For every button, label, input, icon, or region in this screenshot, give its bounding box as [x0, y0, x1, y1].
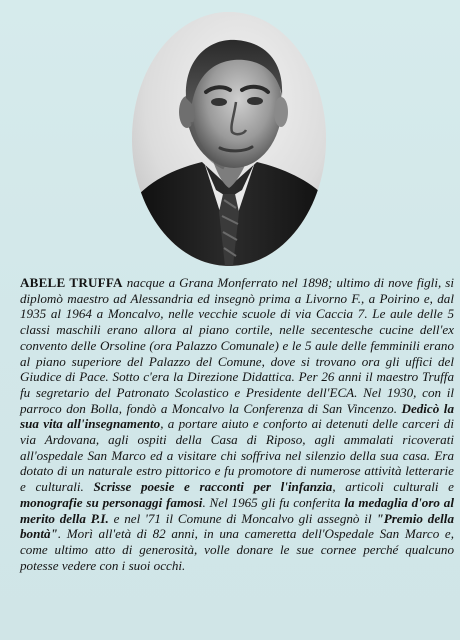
bio-highlight: Dedicò la sua vita all'insegnamento: [20, 400, 454, 432]
bio-highlight: la medaglia d'oro al merito della P.I.: [20, 494, 454, 526]
bio-highlight: monografie su personaggi famosi: [20, 494, 203, 510]
subject-name: ABELE TRUFFA: [20, 275, 123, 290]
bio-segment: nacque a Grana Monferrato nel 1898; ultimo di nove figli, si diplomò maestro ad Alessandria ed insegnò prima a Livorno F., a Poirino e, dal 1935 al 1964 a Moncalvo, nelle vecchie scuole di via Caccia 7. Le aule delle 5 classi maschili erano allora al piano cortile, nelle secentesche cucine dell'ex convento delle Orsoline (ora Palazzo Comunale) e le 5 aule delle femminili erano al piano superiore del Palazzo del Comune, dove si trovano ora gli uffici del Giudice di Pace. Sotto c'era la Direzione Didattica. Per 26 anni il maestro Truffa fu segretario del Patronato Scolastico e Presidente dell'ECA. Nel 1930, con il parroco don Bolla, fondò a Moncalvo la Conferenza di San Vincenzo.: [20, 275, 454, 416]
portrait-photo: [132, 12, 326, 266]
bio-highlight: Scrisse poesie e racconti per l'infanzia: [93, 479, 333, 495]
bio-highlight: "Premio della bontà": [20, 510, 454, 542]
biography-text: [20, 275, 454, 573]
bio-segment: . Nel 1965 gli fu conferita: [202, 494, 345, 510]
portrait-image: [132, 12, 326, 266]
bio-segment: . Morì all'età di 82 anni, in una cameretta dell'Ospedale San Marco e, come ultimo atto di generosità, volle donare le sue cornee perché qualcuno potesse vedere con i suoi occhi.: [20, 526, 454, 573]
bio-segment: , a portare aiuto e conforto ai detenuti delle carceri di via Ardovana, agli ospiti della Casa di Riposo, agli ammalati ricoverati all'ospedale San Marco ed a visitare chi soffriva nel silenzio della sua casa. Era dotato di un naturale estro pittorico e fu promotore di numerose attività letterarie e culturali.: [20, 416, 454, 495]
bio-segment: e nel '71 il Comune di Moncalvo gli assegnò il: [108, 510, 377, 526]
bio-segment: , articoli culturali e: [332, 479, 454, 495]
